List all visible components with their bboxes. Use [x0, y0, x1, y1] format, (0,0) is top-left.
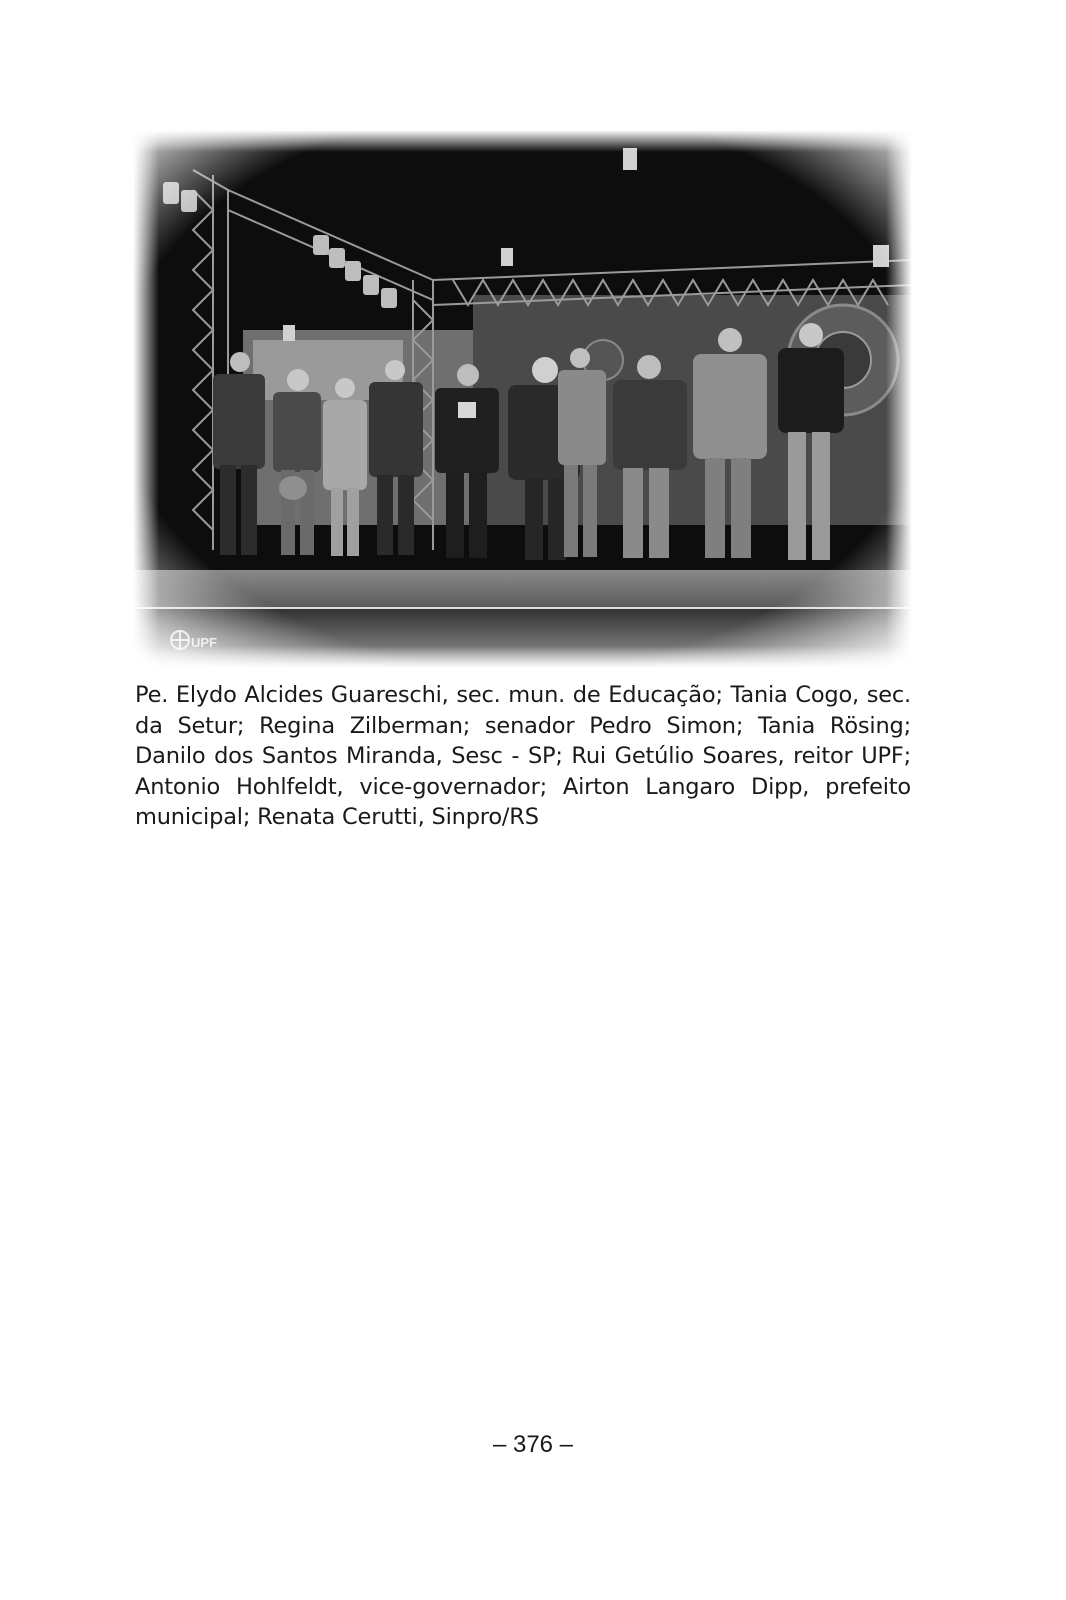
stage-photo-graphic — [133, 130, 912, 668]
stage-photo — [133, 130, 912, 668]
photo-caption: Pe. Elydo Alcides Guareschi, sec. mun. de Educação; Tania Cogo, sec. da Setur; Regina Zilberman; senador Pedro Simon; Tania Rösing; Danilo dos Santos Miranda, Sesc - SP; Rui Getúlio Soares, reitor UPF; Antonio Hohlfeldt, vice-governador; Airton Langaro Dipp, prefeito municipal; Renata Cerutti, Sinpro/RS — [135, 682, 911, 830]
page-number: – 376 – — [492, 1431, 574, 1458]
